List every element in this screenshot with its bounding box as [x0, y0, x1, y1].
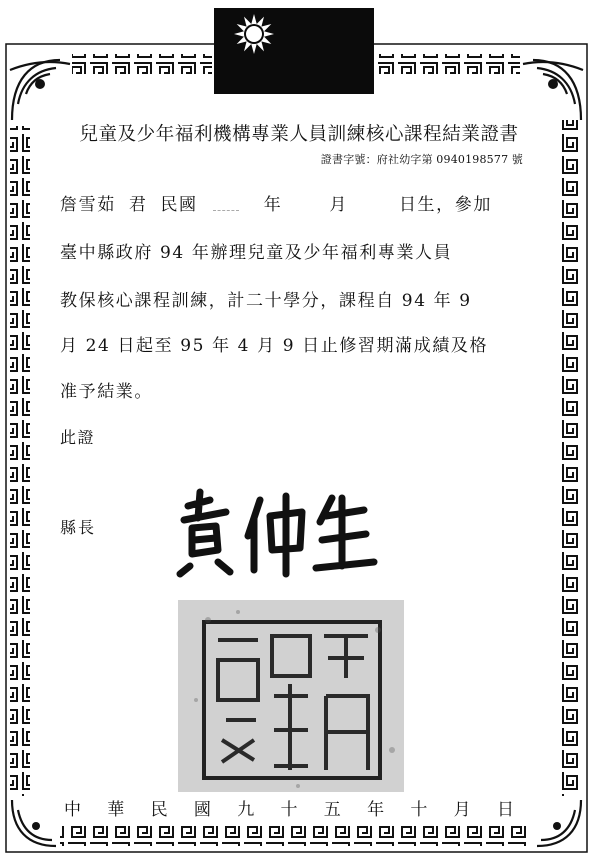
redacted-year: [213, 200, 239, 211]
issue-date: [64, 795, 514, 820]
body-line-4: 月 24 日起至 95 年 4 月 9 日止修習期滿成績及格: [60, 336, 489, 356]
date-char: 國: [193, 800, 211, 820]
date-char: 民: [150, 800, 168, 820]
date-char: 中: [64, 800, 81, 820]
recipient-name: 詹雪茹: [60, 195, 116, 215]
date-char: 日: [496, 800, 514, 820]
cert-no-label: 證書字號：府社幼字第: [320, 153, 433, 166]
date-char: 年: [367, 800, 385, 820]
body-line-3: 教保核心課程訓練，計二十學分，課程自 94 年 9: [60, 291, 472, 311]
flag-emblem: [214, 8, 374, 94]
body-line-5: 准予結業。: [60, 382, 153, 402]
handwritten-signature: [170, 478, 390, 578]
era-label: 民國: [160, 195, 198, 215]
signer-title: 縣長: [60, 518, 97, 537]
honorific: 君: [128, 195, 148, 215]
month-label: 月: [329, 195, 348, 215]
closing-text: 此證: [60, 428, 96, 447]
date-char: 九: [237, 800, 255, 820]
date-char: 華: [107, 800, 125, 820]
date-char: 十: [410, 800, 428, 820]
certificate-number: [321, 151, 523, 167]
certificate-title: 兒童及少年福利機構專業人員訓練核心課程結業證書: [79, 124, 519, 145]
official-seal: [178, 600, 404, 792]
body-line-1: [60, 190, 492, 215]
date-char: 月: [453, 800, 471, 820]
cert-no-suffix: 號: [511, 153, 523, 166]
sun-icon: [214, 8, 374, 94]
date-char: 五: [323, 800, 341, 820]
year-label: 年: [263, 195, 283, 215]
cert-no-value: 0940198577: [436, 153, 509, 166]
body-line-2: 臺中縣政府 94 年辦理兒童及少年福利專業人員: [60, 243, 453, 263]
date-char: 十: [280, 800, 298, 820]
day-label: 日生，參加: [398, 195, 492, 215]
